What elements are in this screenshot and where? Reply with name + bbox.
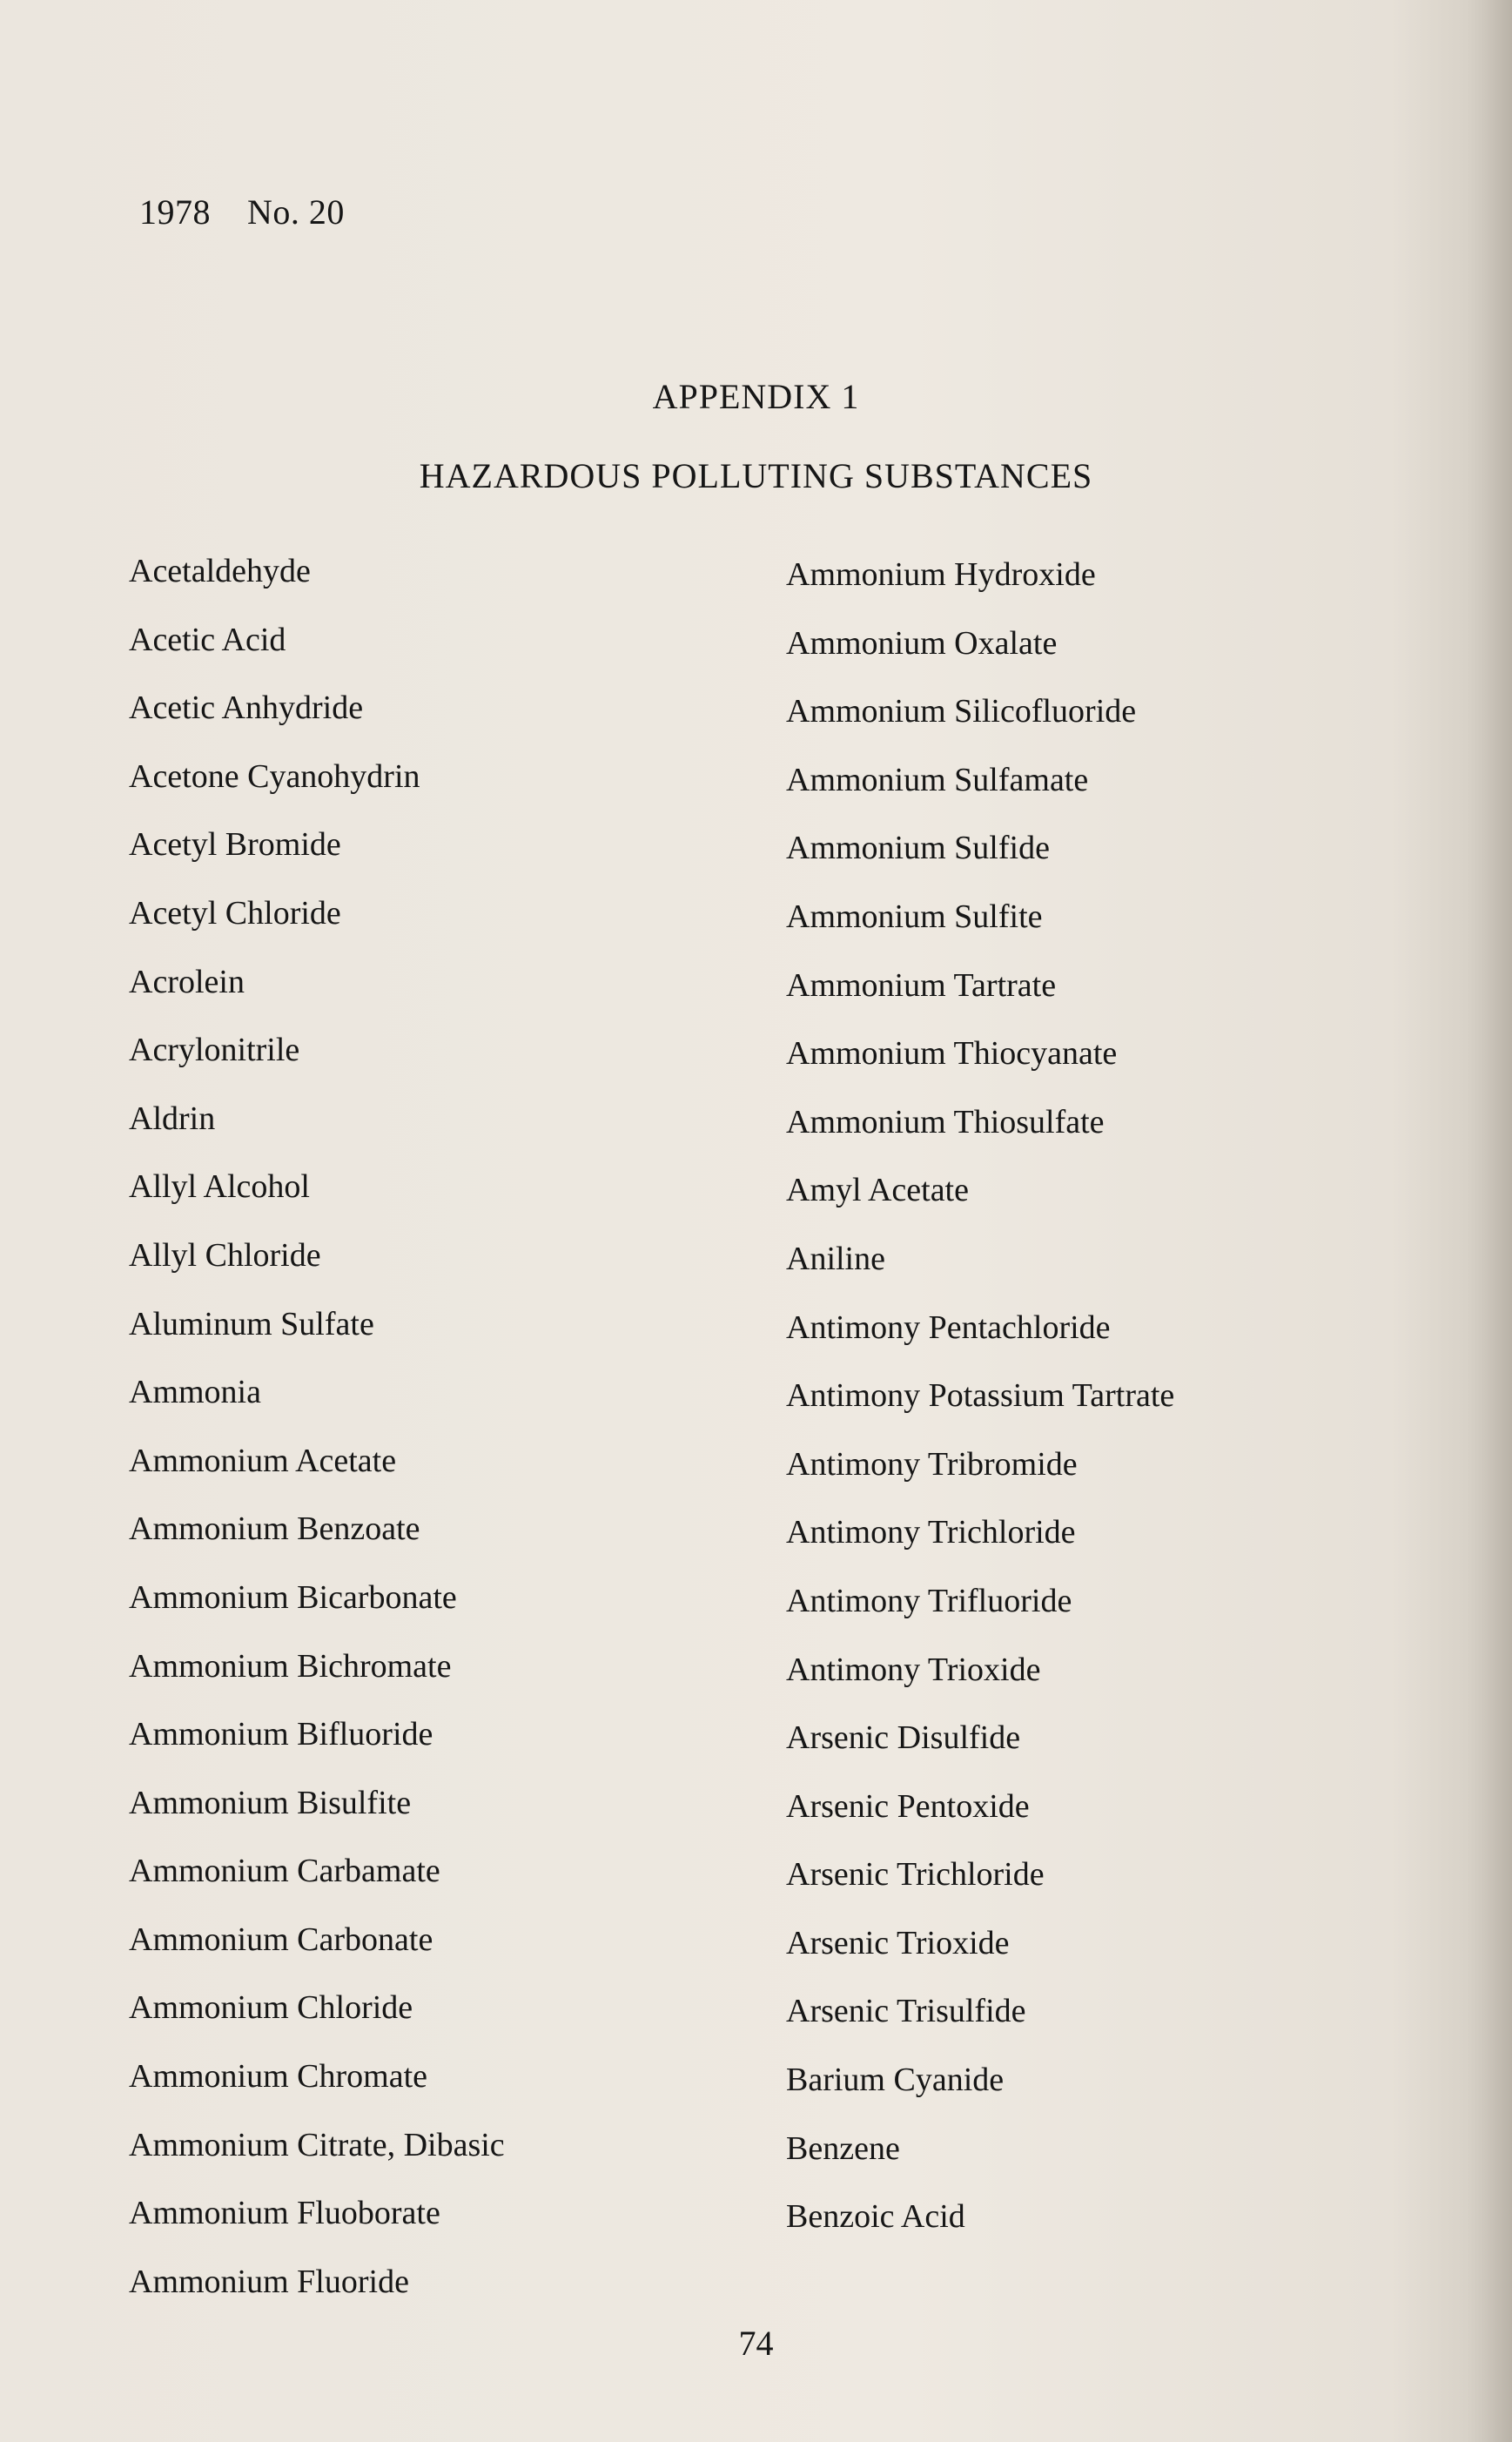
- list-item: Antimony Potassium Tartrate: [786, 1377, 1175, 1415]
- list-item: Ammonium Thiosulfate: [786, 1103, 1105, 1140]
- list-item: Benzene: [786, 2129, 900, 2167]
- list-item: Ammonium Fluoborate: [129, 2195, 440, 2232]
- list-item: Ammonium Sulfite: [786, 898, 1043, 935]
- list-item: Amyl Acetate: [786, 1172, 969, 1209]
- list-item: Ammonium Bisulfite: [129, 1784, 412, 1821]
- list-item: Arsenic Trisulfide: [786, 1993, 1026, 2030]
- list-item: Ammonium Carbonate: [129, 1921, 433, 1958]
- list-item: Ammonium Fluoride: [129, 2263, 409, 2300]
- list-item: Antimony Tribromide: [786, 1445, 1078, 1483]
- list-item: Ammonium Benzoate: [129, 1510, 420, 1548]
- list-item: Antimony Trioxide: [786, 1651, 1041, 1688]
- substance-list-left: [129, 552, 505, 2331]
- list-item: Aldrin: [129, 1100, 216, 1137]
- list-item: Arsenic Disulfide: [786, 1719, 1021, 1757]
- list-item: Ammonium Sulfide: [786, 830, 1050, 867]
- list-item: Ammonium Carbamate: [129, 1853, 440, 1890]
- list-item: Ammonium Sulfamate: [786, 761, 1089, 798]
- running-header: 1978 No. 20: [139, 192, 345, 232]
- list-item: Ammonium Chromate: [129, 2058, 428, 2096]
- list-item: Ammonium Bicarbonate: [129, 1578, 457, 1616]
- list-item: Allyl Chloride: [129, 1236, 321, 1274]
- list-item: Ammonium Oxalate: [786, 624, 1058, 662]
- list-item: Ammonium Citrate, Dibasic: [129, 2126, 505, 2163]
- list-item: Acetyl Chloride: [129, 894, 341, 932]
- list-item: Antimony Pentachloride: [786, 1308, 1111, 1346]
- list-item: Aniline: [786, 1240, 885, 1277]
- list-item: Acrolein: [129, 963, 245, 1000]
- list-item: Barium Cyanide: [786, 2062, 1005, 2099]
- list-item: Aluminum Sulfate: [129, 1305, 374, 1342]
- list-item: Acetone Cyanohydrin: [129, 757, 420, 795]
- list-item: Ammonium Hydroxide: [786, 556, 1096, 593]
- list-item: Arsenic Pentoxide: [786, 1787, 1030, 1825]
- list-item: Acetic Anhydride: [129, 690, 364, 727]
- list-item: Acetic Acid: [129, 621, 286, 658]
- page-edge: [1482, 0, 1512, 2442]
- list-item: Acetaldehyde: [129, 553, 311, 589]
- page-number: 74: [738, 2324, 774, 2363]
- list-item: Ammonium Thiocyanate: [786, 1035, 1118, 1073]
- list-item: Acrylonitrile: [129, 1032, 300, 1069]
- appendix-heading: APPENDIX 1: [652, 377, 860, 416]
- list-item: Ammonium Bichromate: [129, 1647, 452, 1685]
- list-item: Benzoic Acid: [786, 2198, 965, 2236]
- substance-list-right: [786, 555, 1174, 2266]
- list-item: Ammonium Silicofluoride: [786, 693, 1137, 730]
- list-item: Ammonium Acetate: [129, 1442, 397, 1479]
- list-item: Antimony Trichloride: [786, 1514, 1076, 1551]
- list-item: Antimony Trifluoride: [786, 1582, 1072, 1619]
- page-title: HAZARDOUS POLLUTING SUBSTANCES: [419, 456, 1093, 495]
- list-item: Arsenic Trichloride: [786, 1856, 1045, 1894]
- list-item: Ammonium Chloride: [129, 1989, 413, 2027]
- list-item: Ammonia: [129, 1374, 261, 1411]
- list-item: Ammonium Tartrate: [786, 966, 1057, 1004]
- list-item: Allyl Alcohol: [129, 1168, 310, 1206]
- list-item: Arsenic Trioxide: [786, 1924, 1010, 1961]
- list-item: Ammonium Bifluoride: [129, 1716, 433, 1753]
- list-item: Acetyl Bromide: [129, 826, 341, 864]
